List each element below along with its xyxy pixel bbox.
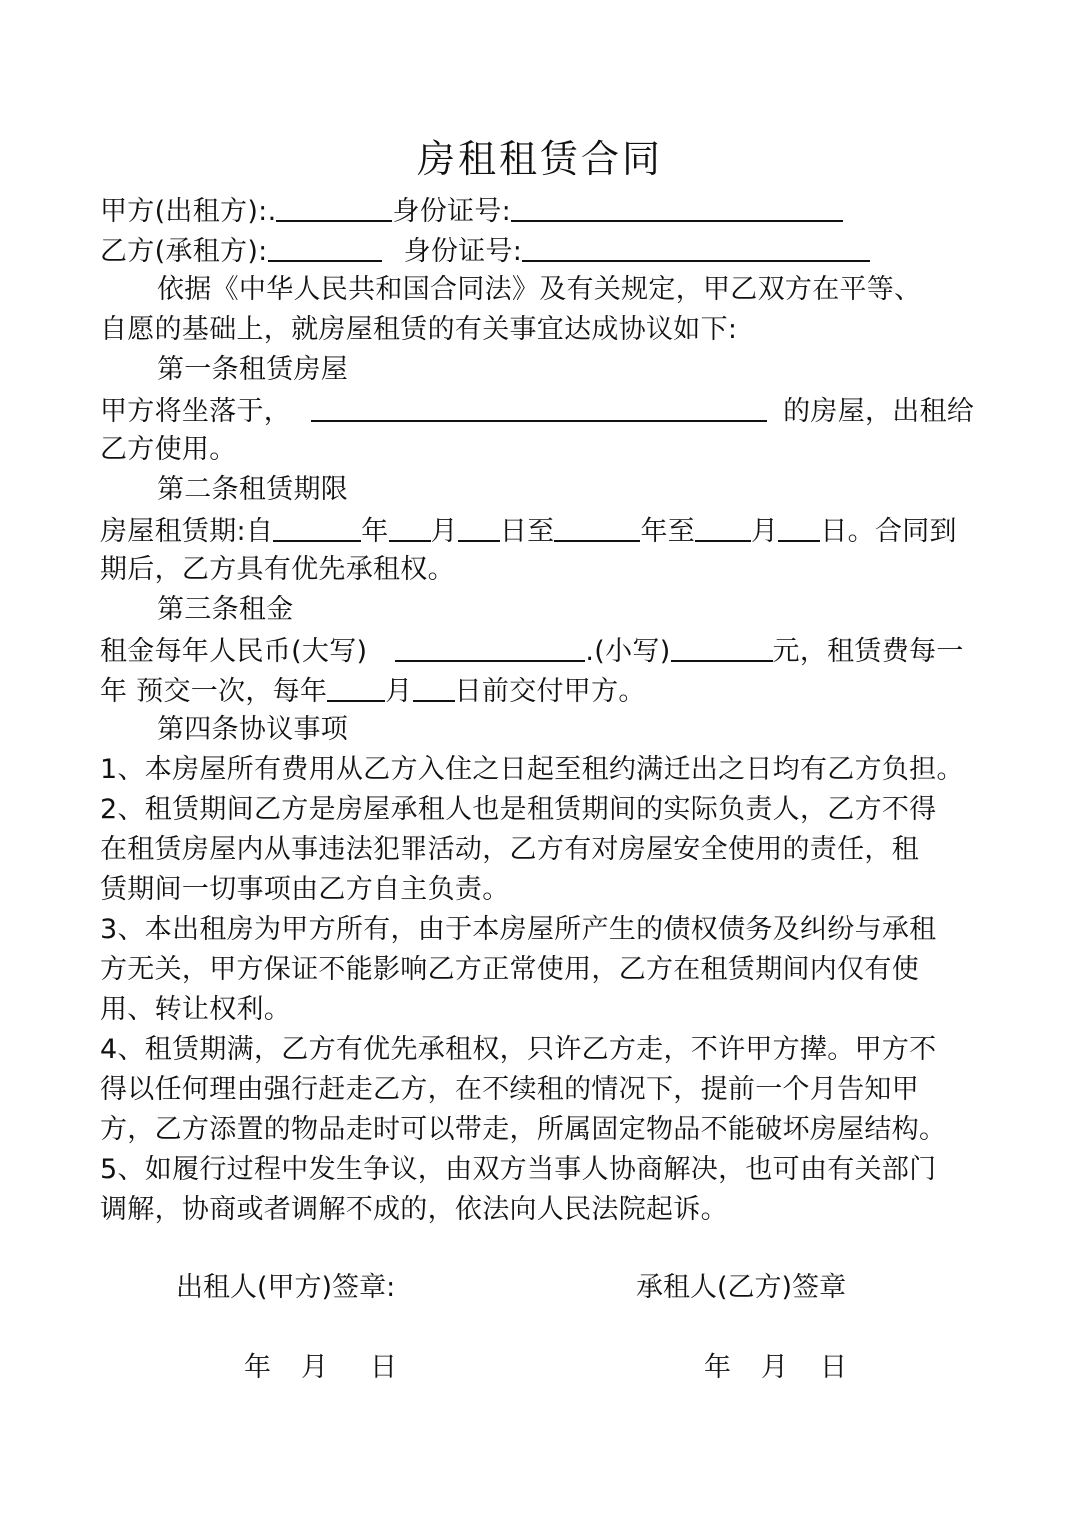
lessee-date	[704, 1348, 847, 1388]
article-4-line: 调解，协商或者调解不成的，依法向人民法院起诉。	[100, 1194, 728, 1225]
lessor-signature-label: 出租人(甲方)签章:	[176, 1272, 396, 1303]
end-day-blank	[778, 510, 820, 542]
article-2-heading: 第二条租赁期限	[157, 474, 349, 505]
article-4-line: 2、租赁期间乙方是房屋承租人也是租赁期间的实际负责人，乙方不得	[100, 794, 937, 825]
payment-label: 年 预交一次，每年	[100, 676, 328, 707]
lessor-date-year: 年	[244, 1352, 271, 1383]
payment-day-blank	[413, 670, 455, 702]
party-a-id-label: 身份证号:	[392, 196, 512, 227]
rent-uppercase-label: 租金每年人民币(大写)	[100, 636, 368, 667]
article-1-heading: 第一条租赁房屋	[157, 354, 349, 385]
lease-term-label: 房屋租赁期:自	[100, 516, 274, 547]
rent-uppercase-blank	[395, 630, 585, 662]
article-1-suffix: 的房屋，出租给	[783, 396, 975, 427]
lessor-date-day: 日	[370, 1352, 397, 1383]
party-b-label: 乙方(承租方):	[100, 236, 268, 267]
rent-unit-text: 元，租赁费每一	[772, 636, 964, 667]
party-b-id-label: 身份证号:	[403, 236, 523, 267]
rent-lowercase-blank	[671, 630, 773, 662]
article-3-line-2	[100, 670, 1000, 710]
property-address-blank	[311, 390, 767, 422]
start-year-blank	[273, 510, 361, 542]
end-month-blank	[695, 510, 751, 542]
end-year-unit: 年至	[640, 516, 696, 547]
end-month-unit: 月	[751, 516, 779, 547]
article-1-line	[100, 390, 1000, 430]
article-4-heading: 第四条协议事项	[157, 714, 349, 745]
lessor-date-month: 月	[301, 1352, 328, 1383]
preamble-line-2: 自愿的基础上，就房屋租赁的有关事宜达成协议如下:	[100, 314, 738, 345]
rent-lowercase-label: .(小写)	[585, 636, 671, 667]
party-a-id-blank	[511, 190, 843, 222]
article-3-heading: 第三条租金	[157, 594, 294, 625]
party-a-label: 甲方(出租方):.	[100, 196, 277, 227]
payment-month-blank	[327, 670, 385, 702]
lessee-date-month: 月	[761, 1352, 788, 1383]
start-month-blank	[389, 510, 431, 542]
end-day-unit: 日。合同到	[820, 516, 957, 547]
start-year-unit: 年	[361, 516, 389, 547]
lessee-signature-label: 承租人(乙方)签章	[636, 1272, 847, 1303]
article-4-line: 赁期间一切事项由乙方自主负责。	[100, 874, 510, 905]
article-4-line: 在租赁房屋内从事违法犯罪活动，乙方有对房屋安全使用的责任，租	[100, 834, 919, 865]
article-4-line: 1、本房屋所有费用从乙方入住之日起至租约满迁出之日均有乙方负担。	[100, 754, 964, 785]
article-1-prefix: 甲方将坐落于，	[100, 396, 292, 427]
payment-month-unit: 月	[385, 676, 413, 707]
article-4-line: 5、如履行过程中发生争议，由双方当事人协商解决，也可由有关部门	[100, 1154, 937, 1185]
article-4-line: 方，乙方添置的物品走时可以带走，所属固定物品不能破坏房屋结构。	[100, 1114, 947, 1145]
article-4-line: 3、本出租房为甲方所有，由于本房屋所产生的债权债务及纠纷与承租	[100, 914, 937, 945]
article-3-line	[100, 630, 1000, 670]
start-month-unit: 月	[430, 516, 458, 547]
page-title: 房租租赁合同	[416, 137, 663, 181]
article-2-line-2: 期后，乙方具有优先承租权。	[100, 554, 455, 585]
start-day-unit: 日至	[499, 516, 555, 547]
article-2-line	[100, 510, 1000, 550]
article-4-line: 得以任何理由强行赶走乙方，在不续租的情况下，提前一个月告知甲	[100, 1074, 919, 1105]
party-b-name-blank	[268, 230, 382, 262]
lessee-date-year: 年	[704, 1352, 731, 1383]
start-day-blank	[458, 510, 500, 542]
lessor-date	[244, 1348, 397, 1388]
party-a-name-blank	[276, 190, 392, 222]
party-b-id-blank	[522, 230, 870, 262]
party-b-line	[100, 230, 1000, 270]
lessee-date-day: 日	[820, 1352, 847, 1383]
article-4-line: 方无关，甲方保证不能影响乙方正常使用，乙方在租赁期间内仅有使	[100, 954, 919, 985]
end-year-blank	[554, 510, 640, 542]
article-4-line: 4、租赁期满，乙方有优先承租权，只许乙方走，不许甲方撵。甲方不	[100, 1034, 937, 1065]
preamble-line-1: 依据《中华人民共和国合同法》及有关规定，甲乙双方在平等、	[157, 274, 922, 305]
party-a-line	[100, 190, 1000, 230]
article-4-line: 用、转让权利。	[100, 994, 292, 1025]
article-1-line-2: 乙方使用。	[100, 434, 237, 465]
payment-day-unit: 日前交付甲方。	[454, 676, 646, 707]
